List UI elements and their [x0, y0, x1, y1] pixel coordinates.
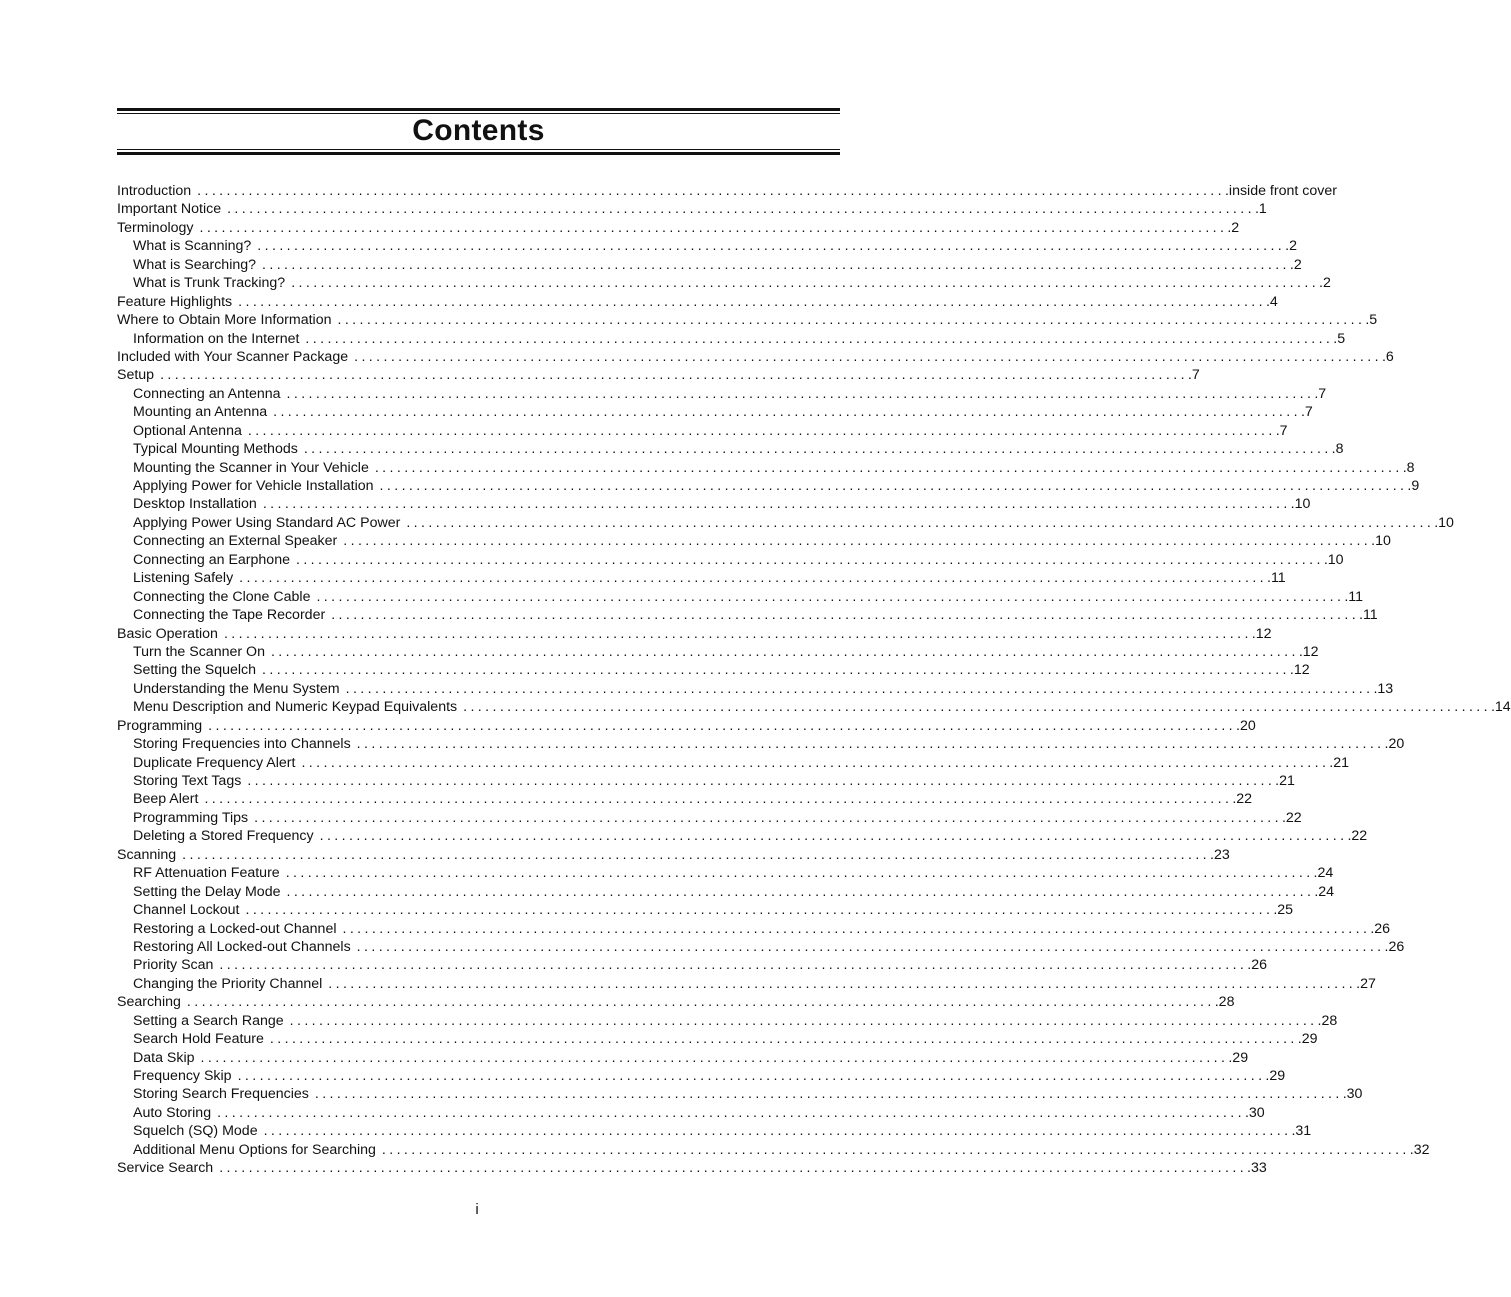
- toc-entry-page: .2: [1227, 219, 1240, 236]
- toc-entry-page: .11: [1344, 588, 1363, 605]
- toc-entry[interactable]: [117, 1012, 1338, 1030]
- toc-dot-leader: ............................................................................................................................................: [374, 459, 1403, 476]
- toc-entry[interactable]: [117, 366, 1200, 384]
- toc-entry[interactable]: [117, 385, 1327, 403]
- toc-dot-leader: ............................................................................................................................................: [354, 348, 1382, 365]
- toc-entry[interactable]: [117, 735, 1405, 753]
- toc-dot-leader: ............................................................................................................................................: [273, 404, 1301, 421]
- toc-entry-page: .29: [1297, 1031, 1318, 1048]
- toc-dot-leader: ............................................................................................................................................: [245, 902, 1274, 919]
- toc-entry-page: .10: [1323, 551, 1344, 568]
- toc-entry[interactable]: [117, 1122, 1312, 1140]
- toc-dot-leader: ............................................................................................................................................: [270, 643, 1299, 660]
- toc-entry[interactable]: [117, 1141, 1430, 1159]
- toc-entry-label: Connecting an Antenna: [133, 385, 281, 402]
- toc-entry-label: What is Searching?: [133, 256, 257, 273]
- toc-entry-page: .22: [1281, 809, 1302, 826]
- toc-entry[interactable]: [117, 790, 1253, 808]
- toc-entry-page: .10: [1290, 496, 1311, 513]
- toc-entry-label: Where to Obtain More Information: [117, 312, 332, 329]
- toc-entry-page: .11: [1267, 570, 1286, 587]
- toc-dot-leader: ............................................................................................................................................: [238, 293, 1266, 310]
- toc-dot-leader: ............................................................................................................................................: [262, 256, 1290, 273]
- toc-entry[interactable]: [117, 477, 1420, 495]
- toc-entry[interactable]: [117, 809, 1302, 827]
- toc-entry-page: .20: [1236, 717, 1256, 734]
- toc-entry-label: Storing Search Frequencies: [133, 1086, 309, 1103]
- toc-entry-label: Included with Your Scanner Package: [117, 348, 349, 365]
- toc-dot-leader: ............................................................................................................................................: [343, 533, 1372, 550]
- toc-entry-page: .10: [1371, 533, 1391, 550]
- toc-entry-label: Setting a Search Range: [133, 1012, 284, 1029]
- toc-entry-label: Frequency Skip: [133, 1068, 232, 1084]
- toc-entry[interactable]: [117, 661, 1310, 679]
- toc-entry-label: Additional Menu Options for Searching: [133, 1141, 376, 1158]
- toc-dot-leader: ............................................................................................................................................: [160, 367, 1188, 384]
- toc-entry-page: .7: [1187, 367, 1200, 384]
- toc-entry-page: .26: [1247, 957, 1267, 974]
- toc-entry-page: .21: [1275, 773, 1295, 789]
- toc-dot-leader: ............................................................................................................................................: [289, 1012, 1318, 1029]
- toc-entry-page: .24: [1314, 883, 1335, 900]
- toc-entry-page: .28: [1317, 1012, 1338, 1029]
- toc-dot-leader: ............................................................................................................................................: [223, 625, 1252, 642]
- toc-entry[interactable]: [117, 588, 1363, 606]
- toc-dot-leader: ............................................................................................................................................: [295, 551, 1324, 568]
- toc-entry-page: .29: [1228, 1049, 1249, 1066]
- toc-entry-label: Applying Power for Vehicle Installation: [133, 478, 374, 494]
- toc-entry[interactable]: [117, 237, 1297, 255]
- toc-entry[interactable]: [117, 422, 1288, 440]
- toc-dot-leader: ............................................................................................................................................: [219, 957, 1248, 974]
- toc-entry-label: What is Trunk Tracking?: [133, 275, 286, 292]
- toc-entry-page: .9: [1407, 478, 1420, 494]
- toc-entry[interactable]: [117, 1104, 1265, 1122]
- toc-entry[interactable]: [117, 938, 1405, 956]
- title-block: [117, 108, 840, 156]
- toc-entry-label: Changing the Priority Channel: [133, 975, 323, 992]
- toc-entry[interactable]: [117, 514, 1454, 532]
- toc-entry-page: .11: [1359, 607, 1378, 624]
- toc-entry-page: .10: [1434, 514, 1454, 531]
- toc-entry-page: .27: [1356, 975, 1376, 992]
- toc-entry-label: Connecting an External Speaker: [133, 533, 338, 550]
- toc-entry-label: Connecting the Tape Recorder: [133, 607, 326, 624]
- toc-dot-leader: ............................................................................................................................................: [227, 201, 1255, 218]
- toc-entry[interactable]: [117, 1030, 1318, 1048]
- toc-entry-label: Introduction: [117, 183, 192, 199]
- toc-entry[interactable]: [117, 698, 1511, 716]
- toc-entry-label: Restoring All Locked-out Channels: [133, 938, 351, 955]
- toc-entry-label: Mounting the Scanner in Your Vehicle: [133, 459, 369, 476]
- toc-entry-page: .31: [1291, 1123, 1312, 1140]
- title-rule-bottom-thick: [117, 152, 840, 155]
- toc-entry-page: .1: [1254, 201, 1267, 218]
- toc-entry[interactable]: [117, 643, 1319, 661]
- toc-entry[interactable]: [117, 551, 1344, 569]
- toc-entry-label: Optional Antenna: [133, 422, 242, 439]
- toc-entry[interactable]: [117, 182, 1337, 200]
- toc-dot-leader: ............................................................................................................................................: [345, 680, 1374, 697]
- toc-entry-page: .8: [1402, 459, 1415, 476]
- toc-dot-leader: ............................................................................................................................................: [257, 238, 1286, 255]
- toc-dot-leader: ............................................................................................................................................: [262, 496, 1291, 513]
- toc-entry-page: .25: [1273, 902, 1294, 919]
- toc-entry-label: Storing Text Tags: [133, 773, 242, 789]
- toc-entry-page: .33: [1247, 1160, 1267, 1177]
- toc-entry-page: .12: [1298, 643, 1319, 660]
- title-rule-top-thick: [117, 108, 840, 111]
- toc-entry-label: Turn the Scanner On: [133, 643, 265, 660]
- toc-dot-leader: ............................................................................................................................................: [356, 736, 1385, 753]
- toc-entry-page: .5: [1333, 330, 1346, 347]
- toc-dot-leader: ............................................................................................................................................: [314, 1086, 1343, 1103]
- toc-entry-label: Search Hold Feature: [133, 1031, 264, 1048]
- toc-entry-label: Typical Mounting Methods: [133, 441, 298, 458]
- toc-entry[interactable]: [117, 920, 1391, 938]
- toc-entry-page: .30: [1342, 1086, 1363, 1103]
- toc-dot-leader: ............................................................................................................................................: [291, 275, 1320, 292]
- toc-entry-page: .26: [1384, 938, 1405, 955]
- toc-entry-label: Auto Storing: [133, 1104, 212, 1121]
- toc-entry-label: Important Notice: [117, 201, 222, 218]
- toc-entry-page: .4: [1265, 293, 1278, 310]
- toc-dot-leader: ............................................................................................................................................: [204, 791, 1233, 808]
- toc-dot-leader: ............................................................................................................................................: [286, 883, 1315, 900]
- toc-entry-label: Beep Alert: [133, 791, 199, 808]
- toc-dot-leader: ............................................................................................................................................: [208, 717, 1236, 734]
- toc-entry-label: Basic Operation: [117, 625, 218, 642]
- toc-entry-label: Desktop Installation: [133, 496, 257, 513]
- toc-entry-label: Programming: [117, 717, 203, 734]
- toc-entry[interactable]: [117, 625, 1272, 643]
- toc-entry[interactable]: [117, 846, 1230, 864]
- toc-dot-leader: ............................................................................................................................................: [331, 607, 1360, 624]
- toc-entry-label: Information on the Internet: [133, 330, 300, 347]
- toc-entry[interactable]: [117, 901, 1294, 919]
- toc-dot-leader: ............................................................................................................................................: [337, 312, 1366, 329]
- page-number: i: [475, 1201, 479, 1218]
- toc-dot-leader: ............................................................................................................................................: [263, 1123, 1292, 1140]
- toc-entry[interactable]: [117, 569, 1286, 587]
- toc-entry-label: RF Attenuation Feature: [133, 865, 280, 882]
- title-rule-bottom-thin: [117, 149, 840, 150]
- toc-entry-page: .2: [1289, 256, 1302, 273]
- toc-entry-page: .20: [1384, 736, 1405, 753]
- toc-entry-label: Squelch (SQ) Mode: [133, 1123, 258, 1140]
- toc-dot-leader: ............................................................................................................................................: [316, 588, 1345, 605]
- toc-dot-leader: ............................................................................................................................................: [406, 514, 1435, 531]
- toc-entry-page: .8: [1331, 441, 1344, 458]
- toc-entry[interactable]: [117, 256, 1302, 274]
- toc-entry[interactable]: [117, 717, 1256, 735]
- toc-entry-page: .inside front cover: [1224, 183, 1337, 199]
- toc-entry-page: .2: [1285, 238, 1297, 255]
- toc-entry-label: Listening Safely: [133, 570, 234, 587]
- toc-dot-leader: ............................................................................................................................................: [305, 330, 1334, 347]
- toc-entry-page: .30: [1244, 1104, 1265, 1121]
- toc-entry-page: .22: [1232, 791, 1253, 808]
- toc-entry[interactable]: [117, 606, 1378, 624]
- toc-entry[interactable]: [117, 993, 1235, 1011]
- toc-dot-leader: ............................................................................................................................................: [303, 441, 1332, 458]
- toc-entry[interactable]: [117, 754, 1350, 772]
- toc-entry[interactable]: [117, 330, 1346, 348]
- toc-entry[interactable]: [117, 200, 1267, 218]
- toc-entry-label: Setting the Delay Mode: [133, 883, 281, 900]
- toc-dot-leader: ............................................................................................................................................: [286, 385, 1315, 402]
- toc-dot-leader: ............................................................................................................................................: [247, 422, 1276, 439]
- toc-dot-leader: ............................................................................................................................................: [182, 846, 1211, 863]
- toc-entry-label: Searching: [117, 994, 181, 1011]
- toc-entry-label: What is Scanning?: [133, 238, 252, 255]
- toc-dot-leader: ............................................................................................................................................: [269, 1031, 1298, 1048]
- toc-entry[interactable]: [117, 495, 1311, 513]
- toc-dot-leader: ............................................................................................................................................: [186, 994, 1215, 1011]
- toc-entry-label: Scanning: [117, 846, 177, 863]
- toc-entry-page: .29: [1265, 1068, 1286, 1084]
- toc-entry[interactable]: [117, 532, 1391, 550]
- toc-entry-label: Restoring a Locked-out Channel: [133, 920, 337, 937]
- toc-dot-leader: ............................................................................................................................................: [301, 754, 1330, 771]
- toc-entry-page: .7: [1300, 404, 1313, 421]
- toc-dot-leader: ............................................................................................................................................: [463, 699, 1491, 716]
- toc-entry-page: .6: [1381, 348, 1394, 365]
- toc-entry-label: Deleting a Stored Frequency: [133, 828, 314, 845]
- toc-entry[interactable]: [117, 1067, 1286, 1085]
- toc-entry[interactable]: [117, 293, 1278, 311]
- toc-dot-leader: ............................................................................................................................................: [285, 865, 1314, 882]
- toc-entry-label: Channel Lockout: [133, 902, 240, 919]
- toc-entry[interactable]: [117, 219, 1240, 237]
- toc-dot-leader: ............................................................................................................................................: [219, 1160, 1248, 1177]
- toc-entry-label: Mounting an Antenna: [133, 404, 268, 421]
- toc-entry-label: Priority Scan: [133, 957, 214, 974]
- toc-dot-leader: ............................................................................................................................................: [356, 938, 1385, 955]
- toc-dot-leader: ............................................................................................................................................: [381, 1141, 1410, 1158]
- toc-entry-page: .32: [1409, 1141, 1430, 1158]
- toc-entry-page: .7: [1314, 385, 1327, 402]
- table-of-contents: [117, 182, 1511, 1178]
- toc-entry[interactable]: [117, 1085, 1363, 1103]
- toc-entry[interactable]: [117, 348, 1394, 366]
- toc-entry-page: .23: [1210, 846, 1230, 863]
- toc-dot-leader: ............................................................................................................................................: [217, 1104, 1245, 1121]
- toc-entry-page: .7: [1275, 422, 1288, 439]
- toc-entry[interactable]: [117, 403, 1313, 421]
- toc-entry[interactable]: [117, 1159, 1267, 1177]
- toc-entry[interactable]: [117, 975, 1376, 993]
- toc-entry-label: Setting the Squelch: [133, 662, 257, 679]
- toc-entry-page: .12: [1289, 662, 1310, 679]
- toc-dot-leader: ............................................................................................................................................: [237, 1068, 1266, 1084]
- toc-dot-leader: ............................................................................................................................................: [319, 828, 1348, 845]
- toc-dot-leader: ............................................................................................................................................: [262, 662, 1290, 679]
- toc-dot-leader: ............................................................................................................................................: [254, 809, 1282, 826]
- toc-entry-label: Understanding the Menu System: [133, 680, 340, 697]
- toc-dot-leader: ............................................................................................................................................: [199, 219, 1228, 236]
- toc-entry-label: Connecting the Clone Cable: [133, 588, 311, 605]
- toc-dot-leader: ............................................................................................................................................: [197, 183, 1225, 199]
- toc-entry-page: .22: [1347, 828, 1368, 845]
- toc-entry-label: Connecting an Earphone: [133, 551, 290, 568]
- toc-entry-page: .12: [1251, 625, 1272, 642]
- toc-entry-page: .24: [1313, 865, 1334, 882]
- toc-entry[interactable]: [117, 680, 1394, 698]
- toc-entry[interactable]: [117, 827, 1368, 845]
- toc-entry-page: .21: [1329, 754, 1350, 771]
- toc-entry-label: Data Skip: [133, 1049, 195, 1066]
- toc-entry-label: Feature Highlights: [117, 293, 233, 310]
- toc-dot-leader: ............................................................................................................................................: [342, 920, 1371, 937]
- toc-entry-page: .2: [1319, 275, 1331, 292]
- toc-entry[interactable]: [117, 459, 1415, 477]
- toc-entry-page: .13: [1373, 680, 1394, 697]
- toc-entry[interactable]: [117, 772, 1295, 790]
- toc-dot-leader: ............................................................................................................................................: [247, 773, 1276, 789]
- toc-entry[interactable]: [117, 864, 1334, 882]
- toc-entry-page: .28: [1214, 994, 1235, 1011]
- toc-entry-label: Duplicate Frequency Alert: [133, 754, 296, 771]
- toc-dot-leader: ............................................................................................................................................: [379, 478, 1408, 494]
- toc-entry-label: Storing Frequencies into Channels: [133, 736, 351, 753]
- toc-entry-page: .14: [1490, 699, 1511, 716]
- toc-entry-label: Setup: [117, 367, 155, 384]
- toc-entry-page: .5: [1365, 312, 1378, 329]
- toc-entry-label: Menu Description and Numeric Keypad Equivalents: [133, 699, 458, 716]
- toc-entry[interactable]: [117, 1049, 1249, 1067]
- toc-entry[interactable]: [117, 274, 1331, 292]
- toc-entry-label: Terminology: [117, 219, 194, 236]
- toc-dot-leader: ............................................................................................................................................: [239, 570, 1268, 587]
- toc-entry-page: .26: [1370, 920, 1391, 937]
- page-title: Contents: [412, 114, 545, 147]
- toc-entry[interactable]: [117, 440, 1344, 458]
- toc-dot-leader: ............................................................................................................................................: [200, 1049, 1229, 1066]
- toc-entry-label: Applying Power Using Standard AC Power: [133, 514, 401, 531]
- toc-entry[interactable]: [117, 311, 1378, 329]
- toc-dot-leader: ............................................................................................................................................: [328, 975, 1357, 992]
- toc-entry[interactable]: [117, 883, 1335, 901]
- toc-entry-label: Service Search: [117, 1160, 214, 1177]
- toc-entry-label: Programming Tips: [133, 809, 249, 826]
- toc-entry[interactable]: [117, 956, 1267, 974]
